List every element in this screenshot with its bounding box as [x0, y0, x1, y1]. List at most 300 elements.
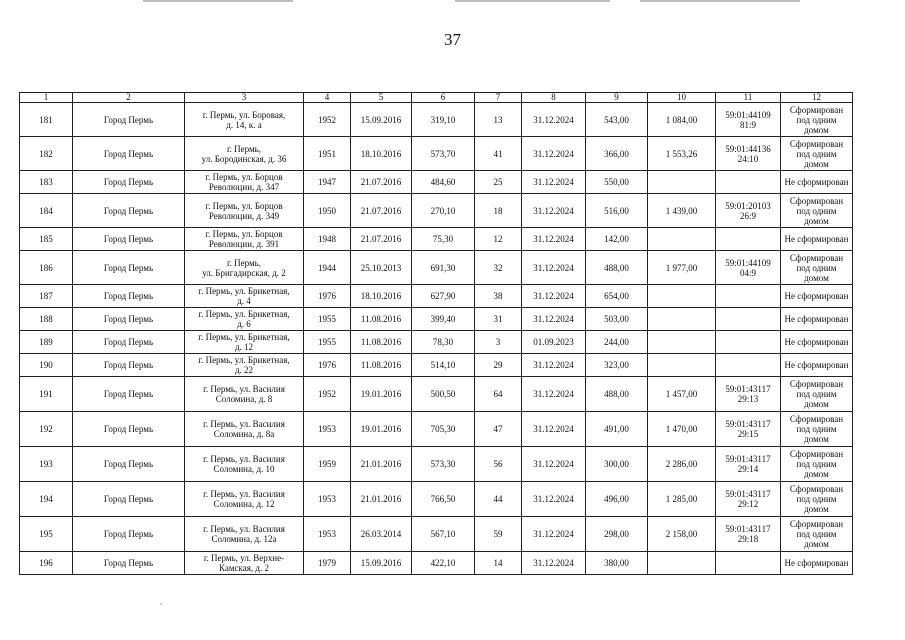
- address-cell-line: г. Пермь, ул. Верхне-: [203, 553, 285, 563]
- land-plot-status-cell-line: Сформирован: [789, 414, 844, 424]
- land-plot-status-cell-line: под одним: [796, 205, 837, 216]
- area-cell: 422,10: [412, 552, 475, 575]
- address-cell: [185, 482, 304, 517]
- cadastral-number-cell: [716, 377, 781, 412]
- land-plot-status-cell-line: домом: [804, 399, 829, 409]
- cadastral-number-cell: [716, 171, 781, 194]
- recognition-date-cell: 25.10.2013: [351, 251, 412, 285]
- address-cell-line: ул. Бородинская, д. 36: [201, 153, 287, 164]
- land-plot-status-cell-line: под одним: [796, 529, 837, 539]
- address-cell-line: г. Пермь, ул. Василия: [203, 524, 285, 534]
- recognition-date-cell: 21.01.2016: [351, 482, 412, 517]
- address-cell-line: г. Пермь, ул. Брикетная,: [198, 332, 290, 342]
- municipality-cell: Город Пермь: [73, 447, 185, 482]
- residents-cell: 12: [475, 228, 522, 251]
- table-row: [20, 194, 853, 228]
- planned-date-cell: 31.12.2024: [522, 447, 586, 482]
- funding-cell: [648, 171, 716, 194]
- recognition-date-cell: 15.09.2016: [351, 552, 412, 575]
- land-plot-status-cell: [781, 377, 853, 412]
- land-plot-status-cell-line: под одним: [796, 494, 837, 504]
- address-cell-line: Камская, д. 2: [218, 563, 270, 573]
- municipality-cell: Город Пермь: [73, 552, 185, 575]
- cadastral-number-cell: [716, 354, 781, 377]
- address-cell-line: Соломина, д. 8а: [213, 429, 275, 439]
- municipality-cell: Город Пермь: [73, 377, 185, 412]
- table-row: [20, 171, 853, 194]
- area-cell: 573,30: [412, 447, 475, 482]
- land-plot-status-cell-line: домом: [804, 504, 829, 514]
- recognition-date-cell: 19.01.2016: [351, 412, 412, 447]
- residents-cell: 56: [475, 447, 522, 482]
- funding-cell: [648, 308, 716, 331]
- land-plot-status-cell-line: Не сформирован: [784, 314, 849, 324]
- cost-cell: 300,00: [586, 447, 648, 482]
- address-cell-line: Революции, д. 347: [208, 182, 280, 192]
- address-cell-line: Соломина, д. 8: [215, 394, 273, 404]
- municipality-cell: Город Пермь: [73, 308, 185, 331]
- land-plot-status-cell-line: Сформирован: [789, 379, 844, 389]
- land-plot-status-cell: [781, 517, 853, 552]
- address-cell-line: Соломина, д. 12а: [211, 534, 277, 544]
- land-plot-status-cell: [781, 308, 853, 331]
- column-number: 12: [781, 93, 853, 103]
- area-cell: 484,60: [412, 171, 475, 194]
- address-cell-line: г. Пермь, ул. Василия: [203, 489, 285, 499]
- recognition-date-cell: 11.08.2016: [351, 308, 412, 331]
- row-number-cell: 189: [20, 331, 73, 354]
- cadastral-number-cell-line: 04:9: [739, 267, 756, 278]
- table-row: [20, 447, 853, 482]
- address-cell: [185, 194, 304, 228]
- land-plot-status-cell: [781, 482, 853, 517]
- row-number-cell: 193: [20, 447, 73, 482]
- land-plot-status-cell: [781, 412, 853, 447]
- build-year-cell: 1955: [304, 308, 351, 331]
- build-year-cell: 1959: [304, 447, 351, 482]
- funding-cell: 1 285,00: [648, 482, 716, 517]
- address-cell: [185, 251, 304, 285]
- area-cell: 705,30: [412, 412, 475, 447]
- table-row: [20, 228, 853, 251]
- area-cell: 573,70: [412, 137, 475, 171]
- land-plot-status-cell: [781, 251, 853, 285]
- address-cell-line: д. 12: [234, 342, 254, 352]
- land-plot-status-cell-line: Сформирован: [789, 252, 844, 263]
- planned-date-cell: 31.12.2024: [522, 552, 586, 575]
- cost-cell: 380,00: [586, 552, 648, 575]
- address-cell-line: г. Пермь, ул. Брикетная,: [198, 286, 290, 296]
- land-plot-status-cell-line: Сформирован: [789, 519, 844, 529]
- land-plot-status-cell-line: Не сформирован: [784, 558, 849, 568]
- build-year-cell: 1955: [304, 331, 351, 354]
- residents-cell: 14: [475, 552, 522, 575]
- column-number: 10: [648, 93, 716, 103]
- recognition-date-cell: 18.10.2016: [351, 137, 412, 171]
- address-cell-line: г. Пермь, ул. Василия: [203, 419, 285, 429]
- build-year-cell: 1947: [304, 171, 351, 194]
- area-cell: 270,10: [412, 194, 475, 228]
- land-plot-status-cell-line: Не сформирован: [784, 177, 849, 187]
- address-cell: [185, 285, 304, 308]
- municipality-cell: Город Пермь: [73, 228, 185, 251]
- cadastral-number-cell-line: 29:12: [737, 499, 759, 509]
- address-cell-line: г. Пермь, ул. Борцов: [205, 200, 283, 211]
- area-cell: 567,10: [412, 517, 475, 552]
- build-year-cell: 1950: [304, 194, 351, 228]
- planned-date-cell: 31.12.2024: [522, 517, 586, 552]
- recognition-date-cell: 21.07.2016: [351, 194, 412, 228]
- address-cell: [185, 103, 304, 137]
- cadastral-number-cell-line: 81:9: [739, 119, 756, 130]
- area-cell: 75,30: [412, 228, 475, 251]
- residents-cell: 38: [475, 285, 522, 308]
- row-number-cell: 194: [20, 482, 73, 517]
- residents-cell: 59: [475, 517, 522, 552]
- row-number-cell: 185: [20, 228, 73, 251]
- column-number: 1: [20, 93, 73, 103]
- cadastral-number-cell: [716, 412, 781, 447]
- recognition-date-cell: 11.08.2016: [351, 354, 412, 377]
- cost-cell: 516,00: [586, 194, 648, 228]
- address-cell-line: г. Пермь, ул. Борцов: [205, 172, 283, 182]
- table-row: [20, 103, 853, 137]
- funding-cell: 1 470,00: [648, 412, 716, 447]
- address-cell-line: д. 14, к. а: [226, 119, 262, 130]
- address-cell-line: г. Пермь,: [226, 143, 262, 154]
- scan-top-line: [143, 0, 293, 2]
- cadastral-number-cell: [716, 308, 781, 331]
- land-plot-status-cell-line: домом: [804, 272, 829, 283]
- funding-cell: 1 553,26: [648, 137, 716, 171]
- land-plot-status-cell-line: под одним: [796, 389, 837, 399]
- cadastral-number-cell-line: 59:01:43117: [725, 489, 771, 499]
- funding-cell: [648, 354, 716, 377]
- address-cell-line: г. Пермь, ул. Брикетная,: [198, 309, 290, 319]
- land-plot-status-cell-line: домом: [804, 215, 829, 226]
- land-plot-status-cell: [781, 171, 853, 194]
- address-cell: [185, 331, 304, 354]
- cadastral-number-cell: [716, 228, 781, 251]
- cadastral-number-cell: [716, 517, 781, 552]
- row-number-cell: 187: [20, 285, 73, 308]
- planned-date-cell: 01.09.2023: [522, 331, 586, 354]
- residents-cell: 3: [475, 331, 522, 354]
- table-row: [20, 331, 853, 354]
- municipality-cell: Город Пермь: [73, 285, 185, 308]
- area-cell: 319,10: [412, 103, 475, 137]
- scan-top-line: [455, 0, 610, 2]
- municipality-cell: Город Пермь: [73, 331, 185, 354]
- land-plot-status-cell: [781, 285, 853, 308]
- planned-date-cell: 31.12.2024: [522, 482, 586, 517]
- land-plot-status-cell-line: Сформирован: [789, 484, 844, 494]
- cost-cell: 491,00: [586, 412, 648, 447]
- planned-date-cell: 31.12.2024: [522, 194, 586, 228]
- land-plot-status-cell: [781, 194, 853, 228]
- residents-cell: 32: [475, 251, 522, 285]
- land-plot-status-cell-line: под одним: [796, 148, 837, 159]
- planned-date-cell: 31.12.2024: [522, 285, 586, 308]
- recognition-date-cell: 19.01.2016: [351, 377, 412, 412]
- funding-cell: [648, 331, 716, 354]
- planned-date-cell: 31.12.2024: [522, 228, 586, 251]
- residents-cell: 18: [475, 194, 522, 228]
- residents-cell: 41: [475, 137, 522, 171]
- funding-cell: 1 977,00: [648, 251, 716, 285]
- cadastral-number-cell-line: 24:10: [737, 153, 759, 164]
- residents-cell: 47: [475, 412, 522, 447]
- cadastral-number-cell: [716, 194, 781, 228]
- area-cell: 500,50: [412, 377, 475, 412]
- table-row: [20, 251, 853, 285]
- funding-cell: 2 158,00: [648, 517, 716, 552]
- municipality-cell: Город Пермь: [73, 251, 185, 285]
- cadastral-number-cell-line: 59:01:44109: [725, 257, 771, 268]
- land-plot-status-cell-line: Не сформирован: [784, 291, 849, 301]
- planned-date-cell: 31.12.2024: [522, 412, 586, 447]
- recognition-date-cell: 26.03.2014: [351, 517, 412, 552]
- address-cell: [185, 137, 304, 171]
- funding-cell: 1 084,00: [648, 103, 716, 137]
- municipality-cell: Город Пермь: [73, 194, 185, 228]
- row-number-cell: 182: [20, 137, 73, 171]
- cost-cell: 488,00: [586, 377, 648, 412]
- build-year-cell: 1953: [304, 482, 351, 517]
- table-row: [20, 517, 853, 552]
- cadastral-number-cell-line: 29:15: [737, 429, 759, 439]
- land-plot-status-cell-line: Сформирован: [789, 138, 844, 149]
- municipality-cell: Город Пермь: [73, 412, 185, 447]
- land-plot-status-cell-line: под одним: [796, 262, 837, 273]
- planned-date-cell: 31.12.2024: [522, 377, 586, 412]
- cost-cell: 488,00: [586, 251, 648, 285]
- address-cell: [185, 377, 304, 412]
- municipality-cell: Город Пермь: [73, 354, 185, 377]
- recognition-date-cell: 21.01.2016: [351, 447, 412, 482]
- cadastral-number-cell: [716, 103, 781, 137]
- municipality-cell: Город Пермь: [73, 137, 185, 171]
- municipality-cell: Город Пермь: [73, 103, 185, 137]
- column-number: 3: [185, 93, 304, 103]
- build-year-cell: 1953: [304, 517, 351, 552]
- address-cell-line: г. Пермь, ул. Василия: [203, 384, 285, 394]
- cadastral-number-cell-line: 59:01:20103: [725, 200, 771, 211]
- cadastral-number-cell-line: 59:01:43117: [725, 454, 771, 464]
- cadastral-number-cell-line: 59:01:43117: [725, 524, 771, 534]
- column-number: 2: [73, 93, 185, 103]
- funding-cell: 1 439,00: [648, 194, 716, 228]
- residents-cell: 29: [475, 354, 522, 377]
- land-plot-status-cell: [781, 103, 853, 137]
- address-cell-line: г. Пермь, ул. Брикетная,: [198, 355, 290, 365]
- column-number: 5: [351, 93, 412, 103]
- table-row: [20, 412, 853, 447]
- cost-cell: 323,00: [586, 354, 648, 377]
- funding-cell: [648, 285, 716, 308]
- cost-cell: 503,00: [586, 308, 648, 331]
- land-plot-status-cell-line: Сформирован: [789, 104, 844, 115]
- land-plot-status-cell: [781, 331, 853, 354]
- cadastral-number-cell: [716, 552, 781, 575]
- cadastral-number-cell-line: 59:01:43117: [725, 384, 771, 394]
- land-plot-status-cell: [781, 354, 853, 377]
- land-plot-status-cell: [781, 447, 853, 482]
- cadastral-number-cell: [716, 251, 781, 285]
- cadastral-number-cell: [716, 137, 781, 171]
- land-plot-status-cell-line: под одним: [796, 459, 837, 469]
- recognition-date-cell: 18.10.2016: [351, 285, 412, 308]
- address-cell-line: г. Пермь, ул. Борцов: [205, 229, 283, 239]
- table-row: [20, 354, 853, 377]
- row-number-cell: 192: [20, 412, 73, 447]
- address-cell-line: д. 22: [234, 365, 254, 375]
- address-cell-line: ул. Бригадирская, д. 2: [202, 267, 286, 278]
- cadastral-number-cell-line: 29:14: [737, 464, 759, 474]
- planned-date-cell: 31.12.2024: [522, 251, 586, 285]
- row-number-cell: 191: [20, 377, 73, 412]
- land-plot-status-cell: [781, 228, 853, 251]
- address-cell: [185, 517, 304, 552]
- build-year-cell: 1976: [304, 354, 351, 377]
- planned-date-cell: 31.12.2024: [522, 308, 586, 331]
- address-cell: [185, 552, 304, 575]
- area-cell: 627,90: [412, 285, 475, 308]
- address-cell: [185, 354, 304, 377]
- address-cell-line: г. Пермь, ул. Василия: [203, 454, 285, 464]
- build-year-cell: 1948: [304, 228, 351, 251]
- build-year-cell: 1944: [304, 251, 351, 285]
- area-cell: 691,30: [412, 251, 475, 285]
- area-cell: 514,10: [412, 354, 475, 377]
- cadastral-number-cell: [716, 331, 781, 354]
- land-plot-status-cell-line: Не сформирован: [784, 337, 849, 347]
- build-year-cell: 1951: [304, 137, 351, 171]
- cost-cell: 543,00: [586, 103, 648, 137]
- funding-cell: [648, 552, 716, 575]
- housing-register-table: [19, 92, 853, 575]
- address-cell-line: Революции, д. 349: [208, 210, 280, 221]
- land-plot-status-cell-line: под одним: [796, 114, 837, 125]
- row-number-cell: 183: [20, 171, 73, 194]
- row-number-cell: 186: [20, 251, 73, 285]
- column-number: 8: [522, 93, 586, 103]
- address-cell-line: д. 6: [237, 319, 251, 329]
- land-plot-status-cell-line: Не сформирован: [784, 234, 849, 244]
- land-plot-status-cell-line: Не сформирован: [784, 360, 849, 370]
- land-plot-status-cell-line: Сформирован: [789, 195, 844, 206]
- row-number-cell: 184: [20, 194, 73, 228]
- cost-cell: 496,00: [586, 482, 648, 517]
- address-cell-line: д. 4: [237, 296, 251, 306]
- column-number: 9: [586, 93, 648, 103]
- land-plot-status-cell: [781, 552, 853, 575]
- table-row: [20, 137, 853, 171]
- municipality-cell: Город Пермь: [73, 517, 185, 552]
- column-number: 11: [716, 93, 781, 103]
- scan-speck: [160, 603, 162, 605]
- cadastral-number-cell-line: 26:9: [739, 210, 756, 221]
- cadastral-number-cell-line: 59:01:43117: [725, 419, 771, 429]
- land-plot-status-cell-line: домом: [804, 158, 829, 169]
- municipality-cell: Город Пермь: [73, 171, 185, 194]
- area-cell: 78,30: [412, 331, 475, 354]
- residents-cell: 64: [475, 377, 522, 412]
- recognition-date-cell: 15.09.2016: [351, 103, 412, 137]
- land-plot-status-cell-line: Сформирован: [789, 449, 844, 459]
- land-plot-status-cell-line: под одним: [796, 424, 837, 434]
- address-cell-line: г. Пермь,: [226, 257, 262, 268]
- cadastral-number-cell: [716, 482, 781, 517]
- planned-date-cell: 31.12.2024: [522, 354, 586, 377]
- column-number: 6: [412, 93, 475, 103]
- column-number: 7: [475, 93, 522, 103]
- area-cell: 766,50: [412, 482, 475, 517]
- table-row: [20, 377, 853, 412]
- residents-cell: 31: [475, 308, 522, 331]
- funding-cell: 2 286,00: [648, 447, 716, 482]
- municipality-cell: Город Пермь: [73, 482, 185, 517]
- row-number-cell: 181: [20, 103, 73, 137]
- cost-cell: 142,00: [586, 228, 648, 251]
- cadastral-number-cell-line: 59:01:44136: [725, 143, 771, 154]
- address-cell: [185, 228, 304, 251]
- land-plot-status-cell-line: домом: [804, 434, 829, 444]
- address-cell: [185, 447, 304, 482]
- planned-date-cell: 31.12.2024: [522, 171, 586, 194]
- land-plot-status-cell-line: домом: [804, 539, 829, 549]
- cadastral-number-cell: [716, 285, 781, 308]
- page-number: 37: [444, 30, 461, 49]
- row-number-cell: 190: [20, 354, 73, 377]
- address-cell-line: г. Пермь, ул. Боровая,: [202, 109, 286, 120]
- address-cell-line: Соломина, д. 12: [213, 499, 275, 509]
- table-row: [20, 552, 853, 575]
- residents-cell: 25: [475, 171, 522, 194]
- cadastral-number-cell-line: 29:13: [737, 394, 759, 404]
- build-year-cell: 1953: [304, 412, 351, 447]
- column-number-header: [20, 93, 853, 103]
- recognition-date-cell: 21.07.2016: [351, 228, 412, 251]
- table-row: [20, 308, 853, 331]
- land-plot-status-cell: [781, 137, 853, 171]
- row-number-cell: 196: [20, 552, 73, 575]
- cost-cell: 244,00: [586, 331, 648, 354]
- cost-cell: 550,00: [586, 171, 648, 194]
- table-row: [20, 482, 853, 517]
- residents-cell: 13: [475, 103, 522, 137]
- address-cell-line: Соломина, д. 10: [213, 464, 275, 474]
- land-plot-status-cell-line: домом: [804, 469, 829, 479]
- build-year-cell: 1979: [304, 552, 351, 575]
- scan-top-line: [640, 0, 800, 2]
- address-cell: [185, 412, 304, 447]
- build-year-cell: 1952: [304, 377, 351, 412]
- planned-date-cell: 31.12.2024: [522, 103, 586, 137]
- build-year-cell: 1976: [304, 285, 351, 308]
- row-number-cell: 195: [20, 517, 73, 552]
- cost-cell: 654,00: [586, 285, 648, 308]
- funding-cell: [648, 228, 716, 251]
- table-row: [20, 285, 853, 308]
- cadastral-number-cell-line: 59:01:44109: [725, 109, 771, 120]
- funding-cell: 1 457,00: [648, 377, 716, 412]
- row-number-cell: 188: [20, 308, 73, 331]
- cost-cell: 298,00: [586, 517, 648, 552]
- planned-date-cell: 31.12.2024: [522, 137, 586, 171]
- build-year-cell: 1952: [304, 103, 351, 137]
- residents-cell: 44: [475, 482, 522, 517]
